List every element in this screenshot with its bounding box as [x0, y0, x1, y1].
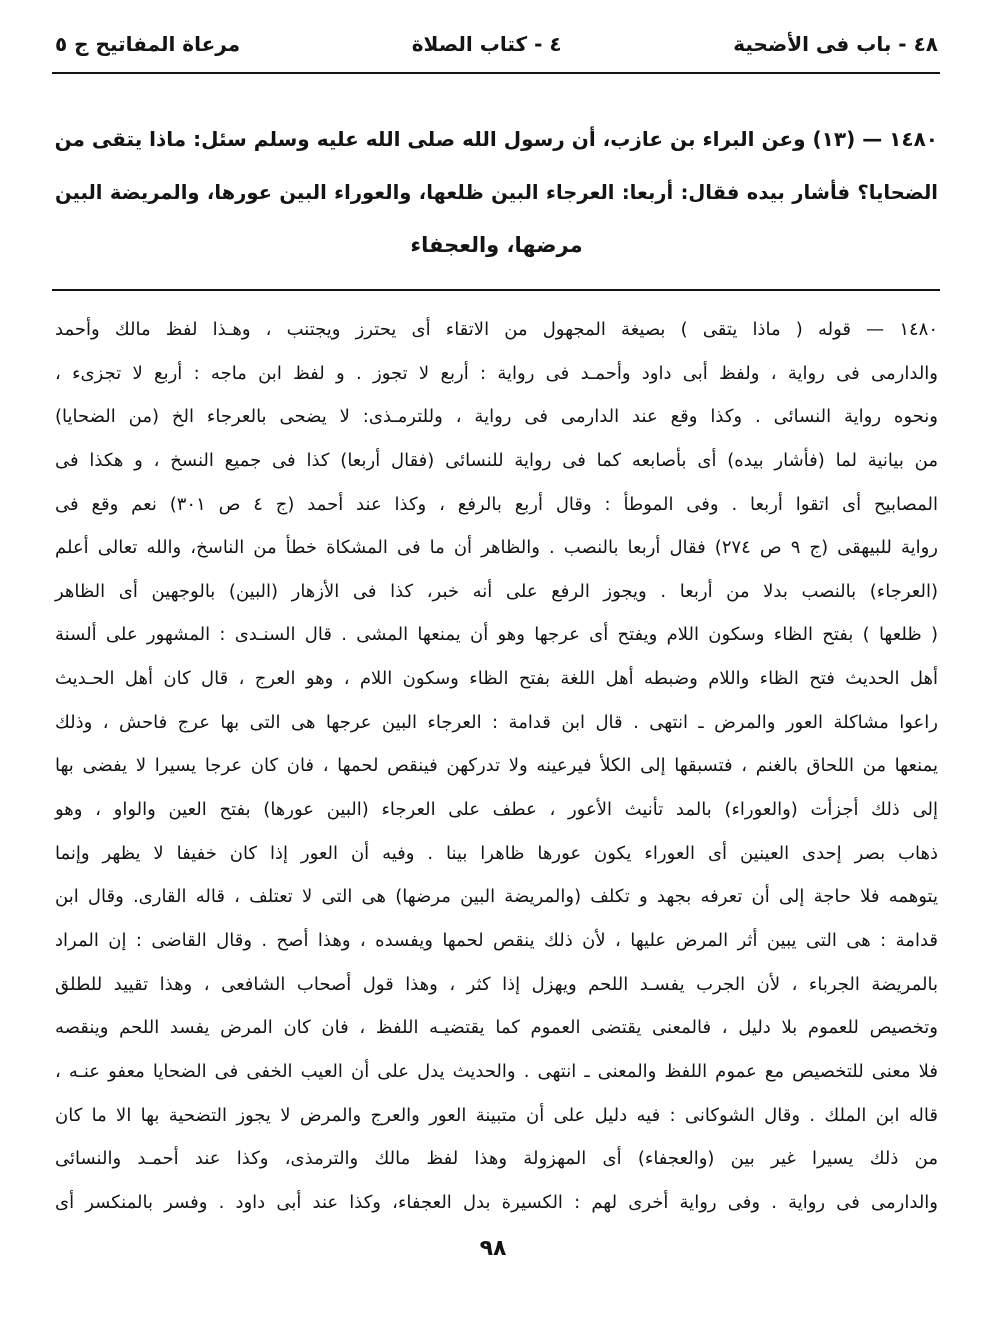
commentary-line: رواية للبيهقى (ج ٩ ص ٢٧٤) فقال أربعا بالنصب . والظاهر أن ما فى المشكاة خطأ من الناسخ، والله تعالى أعلم — [55, 537, 938, 559]
commentary-line: راعوا مشاكلة العور والمرض ـ انتهى . قال ابن قدامة : العرجاء البين عرجها هى التى بها عرج فاحش ، وذلك — [55, 711, 938, 733]
commentary-line: إلى ذلك أجزأت (والعوراء) بالمد تأنيث الأعور ، عطف على العرجاء (البين عورها) بفتح العين والواو ، وهو — [55, 799, 938, 821]
commentary-line: المصابيح أى اتقوا أربعا . وفى الموطأ : وقال أربع بالرفع ، وكذا عند أحمد (ج ٤ ص ٣٠١) نعم وقع فى — [55, 493, 938, 515]
page-number: ٩٨ — [479, 1236, 507, 1261]
commentary-line: يمنعها من اللحاق بالغنم ، فتسبقها إلى الكلأ فيرعينه ولا تدركهن فينقص لحمها ، فان كان عرجا يسيرا لا يفضى بها — [55, 755, 938, 777]
commentary-line: ذهاب بصر إحدى العينين أى العوراء يكون عورها ظاهرا بينا . وفيه أن العور إذا كان خفيفا لا يظهر وإنما — [55, 842, 938, 864]
header-book-title: مرعاة المفاتيح ج ٥ — [55, 32, 241, 56]
hadith-line: الضحايا؟ فأشار بيده فقال: أربعا: العرجاء البين ظلعها، والعوراء البين عورها، والمريضة البين — [55, 181, 938, 204]
hadith-line: مرضها، والعجفاء — [410, 233, 583, 257]
commentary-line: بالمريضة الجرباء ، لأن الجرب يفسـد اللحم ويهزل إذا كثر ، وهذا قول أصحاب الشافعى ، وهذا تقييد للطلق — [55, 973, 938, 995]
commentary-line: (العرجاء) بالنصب بدلا من أربعا . ويجوز الرفع على أنه خبر، كذا فى الأزهار (البين) بالوجهين أى الظاهر — [55, 580, 938, 602]
running-header — [55, 26, 938, 62]
commentary-line: والدارمى فى رواية . وفى رواية أخرى لهم : الكسيرة بدل العجفاء، وكذا عند أبى داود . وفسر بالمنكسر أى — [55, 1191, 938, 1213]
commentary-text — [55, 308, 938, 1224]
section-divider — [52, 289, 940, 291]
commentary-line: قدامة : هى التى يبين أثر المرض عليها ، لأن ذلك ينقص لحمها ويفسده ، وهذا أصح . وقال القاضى : إن المراد — [55, 929, 938, 951]
commentary-line: ونحوه رواية النسائى . وكذا وقع عند الدارمى فى رواية ، وللترمـذى: لا يضحى بالعرجاء الخ (من الضحايا) — [55, 406, 938, 428]
commentary-line: من ذلك يسيرا غير بين (والعجفاء) أى المهزولة وهذا لفظ مالك والترمذى، وكذا عند أحمـد والنسائى — [55, 1148, 938, 1170]
hadith-line: ١٤٨٠ — (١٣) وعن البراء بن عازب، أن رسول الله صلى الله عليه وسلم سئل: ماذا يتقى من — [54, 127, 938, 151]
commentary-line: يتوهمه فلا حاجة إلى أن تعرفه بجهد و تكلف (والمريضة البين مرضها) هى التى لا تعتلف ، قاله القارى. وقال ابن — [55, 886, 938, 908]
commentary-line: والدارمى فى رواية ، ولفظ أبى داود وأحمـد فى رواية : أربع لا تجوز . و لفظ ابن ماجه : أربع لا تجزىء ، — [55, 362, 938, 384]
commentary-line: ( ظلعها ) بفتح الظاء وسكون اللام ويفتح أى عرجها وهو أن يمنعها المشى . قال السنـدى : المشهور على ألسنة — [55, 624, 938, 646]
commentary-line: قاله ابن الملك . وقال الشوكانى : فيه دليل على أن متبينة العور والعرج والمرض لا يجوز التضحية بها الا ما كان — [55, 1104, 938, 1126]
commentary-line: ١٤٨٠ — قوله ( ماذا يتقى ) بصيغة المجهول من الاتقاء أى يحترز ويجتنب ، وهـذا لفظ مالك وأحمد — [55, 319, 938, 340]
header-chapter: ٤ - كتاب الصلاة — [411, 32, 562, 56]
commentary-line: أهل الحديث فتح الظاء واللام وضبطه أهل اللغة بفتح الظاء وسكون اللام ، وهو العرج ، قال كان أهل الحـديث — [55, 668, 938, 690]
commentary-line: فلا معنى للتخصيص مع عموم اللفظ والمعنى ـ انتهى . والحديث يدل على أن العيب الخفى فى الضحايا معفو عنـه ، — [55, 1060, 938, 1082]
header-rule — [52, 72, 940, 74]
commentary-line: وتخصيص للعموم بلا دليل ، فالمعنى يقتضى العموم كما يقتضيـه اللفظ ، فان كان المرض يفسد اللحم وينقصه — [55, 1017, 938, 1039]
commentary-line: من بيانية لما (فأشار بيده) أى بأصابعه كما فى رواية للنسائى (فقال أربعا) كذا فى جميع النسخ ، و هكذا فى — [55, 449, 938, 471]
header-section: ٤٨ - باب فى الأضحية — [733, 32, 938, 56]
hadith-text — [55, 113, 938, 272]
